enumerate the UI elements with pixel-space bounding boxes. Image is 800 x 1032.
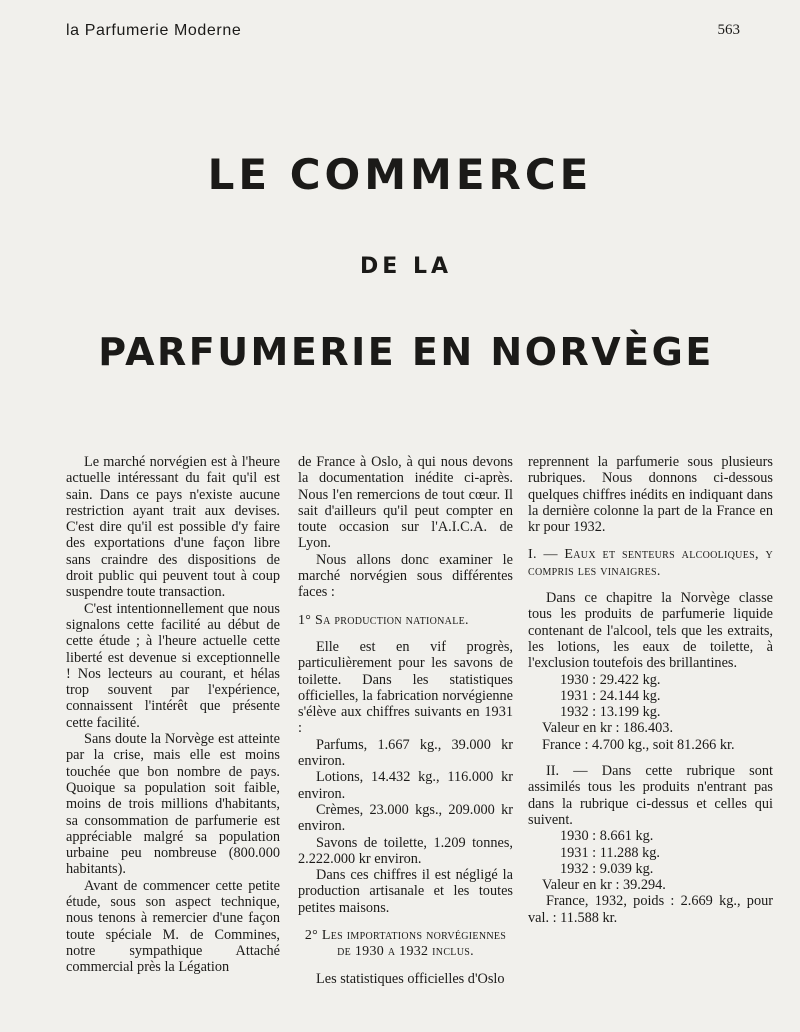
statistic-line: Lotions, 14.432 kg., 116.000 kr environ. <box>298 769 513 802</box>
page-number: 563 <box>717 22 740 38</box>
article-title-line3: PARFUMERIE EN NORVÈGE <box>98 330 714 374</box>
paragraph: Dans ces chiffres il est négligé la production artisanale et les toutes petites maisons. <box>298 867 513 916</box>
paragraph: Nous allons donc examiner le marché norvégien sous différentes faces : <box>298 551 513 601</box>
statistic-line: Parfums, 1.667 kg., 39.000 kr environ. <box>298 736 513 770</box>
year-figure: 1932 : 9.039 kg. <box>560 860 654 877</box>
column-3 <box>528 454 773 926</box>
france-share-line: France : 4.700 kg., soit 81.266 kr. <box>542 736 735 753</box>
year-figure: 1931 : 11.288 kg. <box>560 844 660 861</box>
article-title-line1: LE COMMERCE <box>207 150 593 199</box>
year-figure: 1930 : 8.661 kg. <box>560 828 654 845</box>
value-line: Valeur en kr : 186.403. <box>542 720 674 737</box>
paragraph: Dans ce chapitre la Norvège classe tous les produits de parfumerie liquide contenant de l'alcool, tels que les extraits, les lotions, les eaux de toilette, à l'exclusion toutefois des brillantines. <box>528 590 773 672</box>
statistic-line: Savons de toilette, 1.209 tonnes, 2.222.000 kr environ. <box>298 834 513 867</box>
paragraph: Avant de commencer cette petite étude, sous son aspect technique, nous tenons à remercier d'une façon toute spéciale M. de Commines, notre sympathique Attaché commercial près la Légation <box>66 877 280 976</box>
running-title: la Parfumerie Moderne <box>66 22 242 39</box>
article-title-line2: DE LA <box>360 254 452 279</box>
value-line: Valeur en kr : 39.294. <box>542 877 666 894</box>
section-heading: 1° Sa production nationale. <box>298 612 469 628</box>
paragraph: Le marché norvégien est à l'heure actuelle intéressant du fait qu'il est sain. Dans ce pays n'existe aucune restriction ayant trait aux devises. C'est dire qu'il est possible d'y faire des exportations d'une façon libre sans craindre des dispositions de droit public qui peuvent tout à coup suspendre toute transaction. <box>66 454 280 601</box>
statistic-line: Crèmes, 23.000 kgs., 209.000 kr environ. <box>298 801 513 835</box>
paragraph: Elle est en vif progrès, particulièrement pour les savons de toilette. Dans les statistiques officielles, la fabrication norvégienne s'élève aux chiffres suivants en 1931 : <box>298 638 513 737</box>
section-heading: I. — Eaux et senteurs alcooliques, y compris les vinaigres. <box>528 547 773 579</box>
paragraph: Les statistiques officielles d'Oslo <box>316 970 505 987</box>
france-share-line: France, 1932, poids : 2.669 kg., pour val. : 11.588 kr. <box>528 893 773 926</box>
year-figure: 1932 : 13.199 kg. <box>560 704 661 721</box>
year-figure: 1930 : 29.422 kg. <box>560 671 661 688</box>
year-figure: 1931 : 24.144 kg. <box>560 687 661 704</box>
section-heading: 2° Les importations norvégiennes de 1930 a 1932 inclus. <box>304 928 507 960</box>
paragraph: II. — Dans cette rubrique sont assimilés tous les produits n'entrant pas dans la rubrique ci-dessus et celles qui suivent. <box>528 763 773 828</box>
paragraph: Sans doute la Norvège est atteinte par la crise, mais elle est moins touchée que bon nombre de pays. Quoique sa population soit faible, moins de trois millions d'habitants, sa consommation de parfumerie est appréciable malgré sa population urbaine peu nombreuse (800.000 habitants). <box>66 731 280 878</box>
column-1 <box>66 454 280 976</box>
paragraph: de France à Oslo, à qui nous devons la documentation inédite ci-après. Nous l'en remercions de tout cœur. Il sait d'ailleurs qu'il peut compter en toute occasion sur l'A.I.C.A. de Lyon. <box>298 454 513 552</box>
paragraph: reprennent la parfumerie sous plusieurs rubriques. Nous donnons ci-dessous quelques chiffres inédits en indiquant dans la dernière colonne la part de la France en kr pour 1932. <box>528 454 773 536</box>
column-2 <box>298 454 513 987</box>
paragraph: C'est intentionnellement que nous signalons cette facilité au début de cette étude ; à l'heure actuelle cette liberté est devenue si exceptionnelle ! Nos lecteurs au courant, et hélas trop souvent par l'expérience, connaissent l'intérêt que présente cette facilité. <box>66 600 280 731</box>
